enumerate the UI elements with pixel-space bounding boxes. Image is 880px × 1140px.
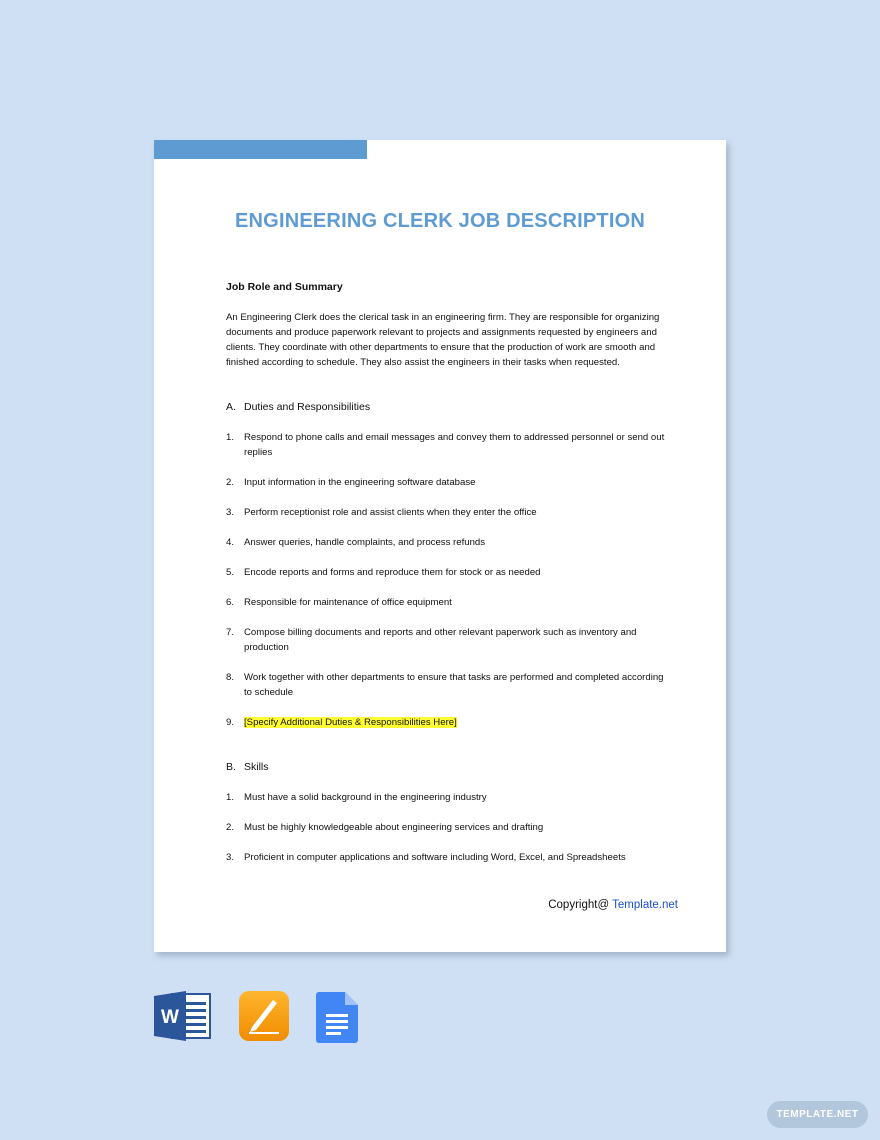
skills-heading: [226, 760, 672, 775]
item-number: 2.: [226, 822, 235, 833]
list-item: [226, 820, 672, 835]
list-item: [226, 790, 672, 805]
item-number: 8.: [226, 672, 235, 683]
pages-icon[interactable]: [238, 990, 290, 1047]
document-body: [226, 280, 672, 865]
header-accent-bar: [154, 140, 367, 159]
item-number: 2.: [226, 477, 235, 488]
item-number: 3.: [226, 507, 235, 518]
duties-heading: [226, 400, 672, 415]
list-item: [226, 430, 672, 460]
item-number: 3.: [226, 852, 235, 863]
list-item: [226, 535, 672, 550]
item-text: Work together with other departments to ensure that tasks are performed and completed according to schedule: [244, 672, 664, 698]
item-number: 1.: [226, 432, 235, 443]
svg-text:W: W: [161, 1007, 179, 1028]
duties-list: [226, 430, 672, 730]
document-page: [154, 140, 726, 952]
item-text: Perform receptionist role and assist clients when they enter the office: [244, 507, 537, 518]
list-item: [226, 475, 672, 490]
item-number: 7.: [226, 627, 235, 638]
list-item: [226, 505, 672, 520]
item-text: Answer queries, handle complaints, and process refunds: [244, 537, 486, 548]
item-text: Must have a solid background in the engineering industry: [244, 792, 487, 803]
item-text: Compose billing documents and reports and other relevant paperwork such as inventory and production: [244, 627, 637, 653]
item-text: Respond to phone calls and email messages and convey them to addressed personnel or send out replies: [244, 432, 665, 458]
item-text: Must be highly knowledgeable about engineering services and drafting: [244, 822, 544, 833]
duties-heading-text: Duties and Responsibilities: [244, 401, 371, 413]
google-docs-icon[interactable]: [316, 990, 360, 1049]
item-text: Input information in the engineering software database: [244, 477, 476, 488]
item-text: Responsible for maintenance of office equipment: [244, 597, 452, 608]
list-item: [226, 565, 672, 580]
duties-letter: A.: [226, 401, 236, 413]
list-item: [226, 715, 672, 730]
skills-heading-text: Skills: [244, 761, 269, 773]
summary-paragraph: An Engineering Clerk does the clerical task in an engineering firm. They are responsible for organizing documents and produce paperwork relevant to projects and assignments requested by engineers and clients. They coordinate with other departments to ensure that the production of work are smooth and finished according to schedule. They also assist the engineers in their tasks when requested.: [226, 312, 660, 368]
word-icon[interactable]: [154, 990, 212, 1047]
copyright-line: [548, 899, 678, 911]
summary-heading: Job Role and Summary: [226, 281, 343, 293]
item-number: 5.: [226, 567, 235, 578]
item-number: 9.: [226, 717, 235, 728]
item-text: Proficient in computer applications and software including Word, Excel, and Spreadsheets: [244, 852, 626, 863]
item-number: 6.: [226, 597, 235, 608]
list-item: [226, 850, 672, 865]
skills-letter: B.: [226, 761, 236, 773]
list-item: [226, 670, 672, 700]
item-text: Encode reports and forms and reproduce them for stock or as needed: [244, 567, 541, 578]
list-item: [226, 595, 672, 610]
placeholder-highlight: [Specify Additional Duties & Responsibilities Here]: [244, 717, 457, 728]
skills-list: [226, 790, 672, 865]
item-number: 1.: [226, 792, 235, 803]
document-title: ENGINEERING CLERK JOB DESCRIPTION: [235, 210, 645, 232]
copyright-link[interactable]: Template.net: [612, 899, 678, 911]
list-item: [226, 625, 672, 655]
copyright-label: Copyright@: [548, 899, 610, 911]
template-net-badge[interactable]: TEMPLATE.NET: [767, 1101, 868, 1128]
item-number: 4.: [226, 537, 235, 548]
